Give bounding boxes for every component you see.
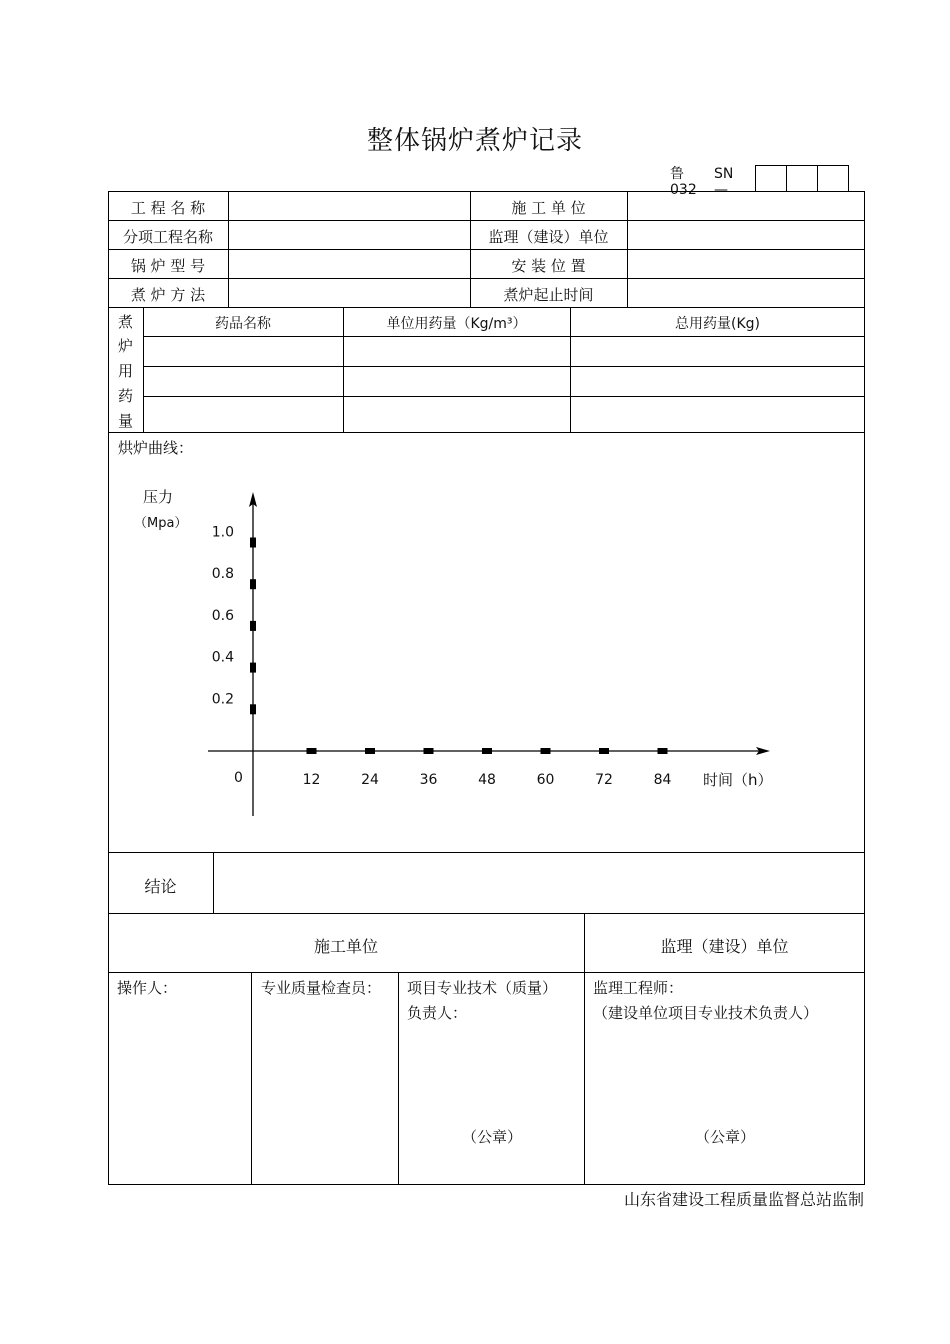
dosage-side-label-4: 量 (118, 412, 134, 430)
x-tick-label: 36 (419, 772, 438, 788)
boiler-model-label: 锅 炉 型 号 (130, 257, 206, 275)
header-drug-name: 药品名称 (215, 316, 271, 332)
x-tick-mark (482, 748, 492, 754)
form-code-prefix: 鲁 032 (670, 166, 697, 198)
conclusion-field[interactable] (214, 853, 864, 912)
tech-lead-label-line1: 项目专业技术（质量） (407, 979, 558, 997)
y-tick-mark (250, 704, 256, 714)
dosage-side-label-3: 药 (118, 387, 134, 405)
y-tick-label: 0.4 (211, 649, 234, 666)
x-tick-mark (658, 748, 668, 754)
seal-label-supervision: （公章） (695, 1128, 756, 1146)
form-code-sn: SN— (714, 166, 734, 198)
y-tick-mark (250, 538, 256, 548)
y-tick-label: 0.6 (211, 607, 234, 624)
y-tick-label: 0.8 (211, 566, 234, 583)
x-tick-label: 60 (536, 772, 555, 788)
x-tick-label: 12 (302, 772, 321, 788)
tech-lead-label-line2: 负责人： (407, 1004, 468, 1022)
y-axis-label: 压力 (143, 488, 174, 506)
footer-issuer: 山东省建设工程质量监督总站监制 (623, 1190, 864, 1209)
header-total-dosage: 总用药量(Kg) (675, 316, 760, 332)
header-unit-dosage: 单位用药量（Kg/m³） (386, 316, 527, 332)
x-tick-label: 84 (653, 772, 672, 788)
dosage-side-label-2: 用 (118, 362, 134, 380)
sub-project-name-label: 分项工程名称 (122, 228, 213, 246)
supervision-unit-label: 监理（建设）单位 (488, 228, 609, 246)
operator-label: 操作人： (117, 979, 178, 997)
y-tick-label: 1.0 (211, 524, 234, 541)
x-tick-label: 24 (361, 772, 379, 788)
install-location-label: 安 装 位 置 (511, 257, 586, 275)
sign-construction-unit: 施工单位 (313, 937, 378, 956)
curve-label: 烘炉曲线： (118, 439, 194, 457)
x-axis-label: 时间（h） (703, 771, 773, 789)
boil-time-label: 煮炉起止时间 (503, 286, 594, 304)
sign-supervision-unit: 监理（建设）单位 (660, 937, 789, 956)
quality-inspector-label: 专业质量检查员： (261, 979, 382, 997)
conclusion-label: 结论 (144, 877, 177, 896)
x-tick-label: 72 (595, 772, 613, 788)
x-tick-label: 48 (478, 772, 496, 788)
origin-label: 0 (234, 770, 243, 786)
supervisor-label-line1: 监理工程师： (593, 979, 684, 997)
y-axis-unit: （Mpa） (134, 516, 188, 531)
x-tick-mark (307, 748, 317, 754)
project-name-label: 工 程 名 称 (130, 199, 206, 217)
y-tick-mark (250, 621, 256, 631)
x-tick-mark (365, 748, 375, 754)
x-tick-mark (424, 748, 434, 754)
y-tick-mark (250, 663, 256, 673)
y-tick-mark (250, 579, 256, 589)
y-tick-label: 0.2 (211, 691, 234, 708)
seal-label-construction: （公章） (462, 1128, 523, 1146)
dosage-side-label-0: 煮 (118, 313, 134, 331)
supervisor-label-line2: （建设单位项目专业技术负责人） (593, 1004, 819, 1022)
x-tick-mark (541, 748, 551, 754)
boil-method-label: 煮 炉 方 法 (130, 286, 206, 304)
page-title: 整体锅炉煮炉记录 (366, 126, 583, 156)
dosage-side-label-1: 炉 (118, 337, 134, 355)
x-tick-mark (599, 748, 609, 754)
construction-unit-label: 施 工 单 位 (511, 199, 586, 217)
